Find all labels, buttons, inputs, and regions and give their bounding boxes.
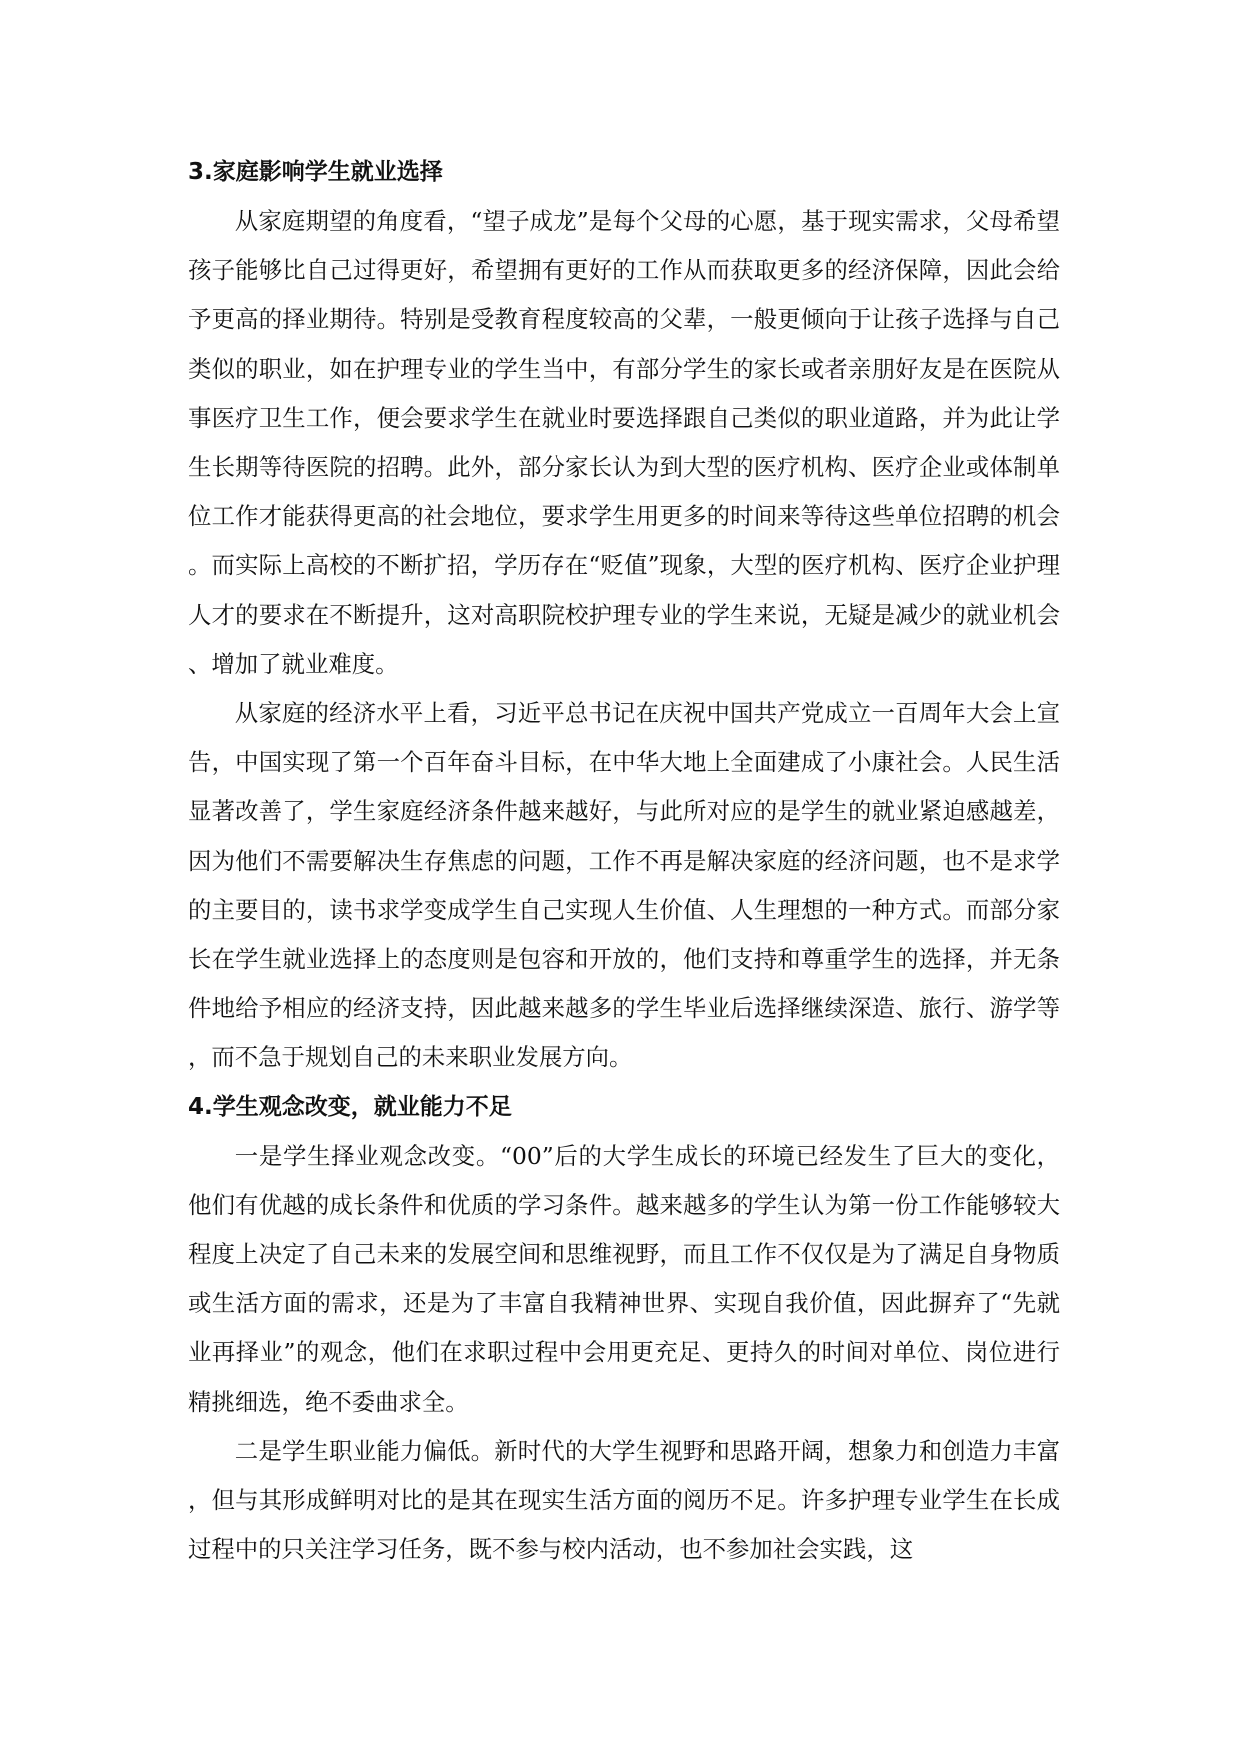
section-4-paragraph-2: 二是学生职业能力偏低。新时代的大学生视野和思路开阔，想象力和创造力丰富，但与其形成鲜明对比的是其在现实生活方面的阅历不足。许多护理专业学生在长成过程中的只关注学习任务，既不参与校内活动，也不参加社会实践，这 <box>188 1436 1060 1564</box>
section-4-paragraph-1: 一是学生择业观念改变。“00”后的大学生成长的环境已经发生了巨大的变化，他们有优越的成长条件和优质的学习条件。越来越多的学生认为第一份工作能够较大程度上决定了自己未来的发展空间和思维视野，而且工作不仅仅是为了满足自身物质或生活方面的需求，还是为了丰富自我精神世界、实现自我价值，因此摒弃了“先就业再择业”的观念，他们在求职过程中会用更充足、更持久的时间对单位、岗位进行精挑细选，绝不委曲求全。 <box>188 1141 1060 1416</box>
section-4-heading: 4.学生观念改变，就业能力不足 <box>188 1093 512 1120</box>
section-3-paragraph-2: 从家庭的经济水平上看，习近平总书记在庆祝中国共产党成立一百周年大会上宣告，中国实现了第一个百年奋斗目标，在中华大地上全面建成了小康社会。人民生活显著改善了，学生家庭经济条件越来越好，与此所对应的是学生的就业紧迫感越差，因为他们不需要解决生存焦虑的问题，工作不再是解决家庭的经济问题，也不是求学的主要目的，读书求学变成学生自己实现人生价值、人生理想的一种方式。而部分家长在学生就业选择上的态度则是包容和开放的，他们支持和尊重学生的选择，并无条件地给予相应的经济支持，因此越来越多的学生毕业后选择继续深造、旅行、游学等，而不急于规划自己的未来职业发展方向。 <box>188 699 1060 1072</box>
document-page <box>188 148 1060 1574</box>
section-3-heading: 3.家庭影响学生就业选择 <box>188 159 443 185</box>
section-3-paragraph-1: 从家庭期望的角度看，“望子成龙”是每个父母的心愿，基于现实需求，父母希望孩子能够比自己过得更好，希望拥有更好的工作从而获取更多的经济保障，因此会给予更高的择业期待。特别是受教育程度较高的父辈，一般更倾向于让孩子选择与自己类似的职业，如在护理专业的学生当中，有部分学生的家长或者亲朋好友是在医院从事医疗卫生工作，便会要求学生在就业时要选择跟自己类似的职业道路，并为此让学生长期等待医院的招聘。此外，部分家长认为到大型的医疗机构、医疗企业或体制单位工作才能获得更高的社会地位，要求学生用更多的时间来等待这些单位招聘的机会。而实际上高校的不断扩招，学历存在“贬值”现象，大型的医疗机构、医疗企业护理人才的要求在不断提升，这对高职院校护理专业的学生来说，无疑是减少的就业机会、增加了就业难度。 <box>188 207 1060 678</box>
